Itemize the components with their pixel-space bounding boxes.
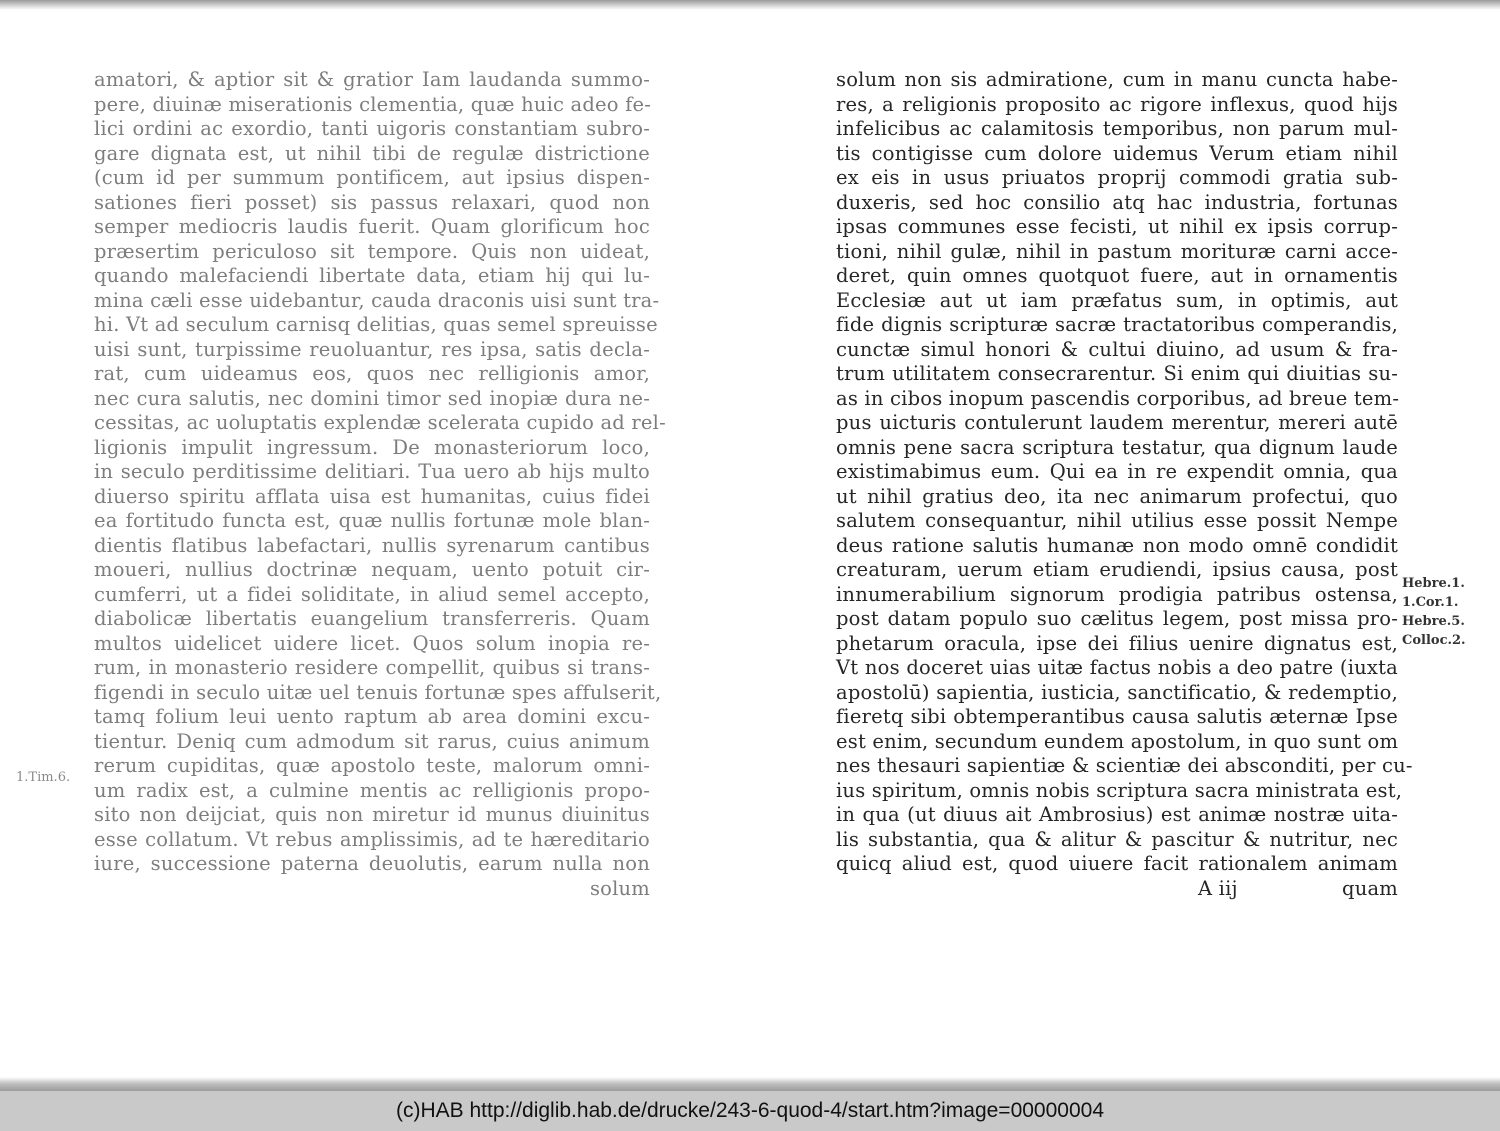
text-line: hi. Vt ad seculum carnisq delitias, quas semel spreuisse: [94, 313, 658, 336]
text-line: ipsas communes esse fecisti, ut nihil ex ipsis corrup-: [836, 215, 1398, 238]
text-line: apostolū) sapientia, iusticia, sanctificatio, & redemptio,: [836, 680, 1398, 704]
text-line: post datam populo suo cælitus legem, post missa pro-: [836, 607, 1398, 630]
text-line: in seculo perditissime delitiari. Tua uero ab hijs multo: [94, 460, 650, 483]
text-line: diabolicæ libertatis euangelium transferreris. Quam: [94, 607, 650, 630]
text-line: cumferri, ut a fidei soliditate, in aliud semel accepto,: [94, 582, 650, 606]
text-line: nes thesauri sapientiæ & scientiæ dei absconditi, per cu-: [836, 754, 1413, 777]
text-line: tamq folium leui uento raptum ab area domini excu-: [94, 705, 650, 728]
text-line: tioni, nihil gulæ, nihil in pastum morituræ carni acce-: [836, 239, 1398, 263]
text-line: cessitas, ac uoluptatis explendæ scelerata cupido ad rel-: [94, 411, 666, 434]
text-line: trum utilitatem consecrarentur. Si enim qui diuitias su-: [836, 362, 1398, 385]
text-line: Ecclesiæ aut ut iam præfatus sum, in optimis, aut: [836, 288, 1398, 312]
signature-mark: A iij: [1198, 876, 1238, 900]
text-line: gare dignata est, ut nihil tibi de regulæ districtione: [94, 141, 650, 165]
text-line: uisi sunt, turpissime reuoluantur, res ipsa, satis decla-: [94, 337, 650, 361]
text-line: creaturam, uerum etiam erudiendi, ipsius causa, post: [836, 558, 1398, 581]
text-line: tientur. Deniq cum admodum sit rarus, cuius animum: [94, 729, 650, 753]
text-line: quicq aliud est, quod uiuere facit rationalem animam: [836, 852, 1398, 875]
catchword: quam: [1342, 876, 1398, 900]
text-line: fide dignis scripturæ sacræ tractatoribus comperandis,: [836, 313, 1398, 336]
left-margin-note: 1.Tim.6.: [16, 770, 71, 785]
footer-credit-text: (c)HAB http://diglib.hab.de/drucke/243-6-quod-4/start.htm?image=00000004: [395, 1099, 1104, 1122]
text-line: lici ordini ac exordio, tanti uigoris constantiam subro-: [94, 117, 650, 140]
text-line: ea fortitudo functa est, quæ nullis fortunæ mole blan-: [94, 509, 650, 532]
text-line: præsertim periculoso sit tempore. Quis non uideat,: [94, 239, 650, 263]
text-line: fieretq sibi obtemperantibus causa salutis æternæ Ipse: [836, 705, 1398, 728]
text-line: salutem consequantur, nihil utilius esse possit Nempe: [836, 509, 1398, 532]
text-line: phetarum oracula, ipse dei filius uenire dignatus est,: [836, 631, 1398, 655]
text-line: rat, cum uideamus eos, quos nec relligionis amor,: [94, 362, 650, 385]
text-line: quando malefaciendi libertate data, etiam hij qui lu-: [94, 264, 650, 287]
text-line: cunctæ simul honori & cultui diuino, ad usum & fra-: [836, 337, 1398, 361]
text-line: nec cura salutis, nec domini timor sed inopiæ dura ne-: [94, 386, 650, 410]
margin-note: Colloc.2.: [1402, 633, 1466, 648]
text-line: diuerso spiritu afflata uisa est humanitas, cuius fidei: [94, 484, 650, 508]
copyright-footer: [0, 1091, 1500, 1131]
right-margin-notes: [1402, 574, 1494, 650]
text-line: duxeris, sed hoc consilio atq hac industria, fortunas: [836, 190, 1398, 214]
text-line: iure, successione paterna deuolutis, earum nulla non: [94, 852, 650, 875]
text-line: rerum cupiditas, quæ apostolo teste, malorum omni-: [94, 754, 650, 777]
text-line: pere, diuinæ miserationis clementia, quæ huic adeo fe-: [94, 92, 652, 116]
text-line: deret, quin omnes quotquot fuere, aut in ornamentis: [836, 264, 1398, 287]
text-line: lis substantia, qua & alitur & pascitur & nutritur, nec: [836, 827, 1398, 851]
text-line: tis contigisse cum dolore uidemus Verum etiam nihil: [836, 141, 1398, 165]
text-line: moueri, nullius doctrinæ nequam, uento potuit cir-: [94, 558, 650, 581]
text-line: ut nihil gratius deo, ita nec animarum profectui, quo: [836, 484, 1398, 508]
scan-top-edge: [0, 0, 1500, 10]
text-line: ligionis impulit ingressum. De monasteriorum loco,: [94, 435, 650, 459]
left-page-text: [94, 68, 666, 901]
text-line: dientis flatibus labefactari, nullis syrenarum cantibus: [94, 533, 650, 557]
text-line: solum: [589, 876, 650, 900]
text-line: omnis pene sacra scriptura testatur, qua dignum laude: [836, 435, 1398, 459]
text-line: est enim, secundum eundem apostolum, in quo sunt om: [836, 729, 1399, 753]
margin-note: 1.Cor.1.: [1402, 595, 1459, 610]
text-line: res, a religionis proposito ac rigore inflexus, quod hijs: [836, 92, 1398, 116]
text-line: sito non deijciat, quis non miretur id munus diuinitus: [94, 803, 650, 826]
text-line: ex eis in usus priuatos proprij commodi gratia sub-: [836, 166, 1398, 189]
text-line: multos uidelicet uidere licet. Quos solum inopia re-: [94, 631, 650, 655]
text-line: existimabimus eum. Qui ea in re expendit omnia, qua: [836, 460, 1398, 483]
text-line: (cum id per summum pontificem, aut ipsius dispen-: [94, 166, 650, 189]
text-line: figendi in seculo uitæ uel tenuis fortunæ spes affulserit,: [94, 680, 662, 704]
signature-line: [836, 877, 1398, 902]
text-line: esse collatum. Vt rebus amplissimis, ad te hæreditario: [94, 827, 650, 851]
margin-note: Hebre.5.: [1402, 614, 1465, 629]
text-line: infelicibus ac calamitosis temporibus, non parum mul-: [836, 117, 1398, 140]
text-line: Vt nos doceret uias uitæ factus nobis a deo patre (iuxta: [836, 656, 1398, 679]
text-line: in qua (ut diuus ait Ambrosius) est animæ nostræ uita-: [836, 803, 1398, 826]
text-line: mina cæli esse uidebantur, cauda draconis uisi sunt tra-: [94, 288, 660, 312]
text-line: solum non sis admiratione, cum in manu cuncta habe-: [836, 68, 1398, 91]
text-line: amatori, & aptior sit & gratior Iam laudanda summo-: [94, 68, 650, 91]
text-line: semper mediocris laudis fuerit. Quam glorificum hoc: [94, 215, 650, 238]
scan-bottom-edge: [0, 1077, 1500, 1091]
text-line: as in cibos inopum pascendis corporibus, ad breue tem-: [836, 386, 1400, 410]
right-page-text: [836, 68, 1413, 901]
text-line: innumerabilium signorum prodigia patribus ostensa,: [836, 582, 1398, 606]
text-line: sationes fieri posset) sis passus relaxari, quod non: [94, 190, 650, 214]
text-line: ius spiritum, omnis nobis scriptura sacra ministrata est,: [836, 778, 1403, 802]
text-line: deus ratione salutis humanæ non modo omnē condidit: [836, 533, 1398, 557]
text-line: pus uicturis contulerunt laudem merentur, mereri autē: [836, 411, 1398, 434]
text-line: rum, in monasterio residere compellit, quibus si trans-: [94, 656, 650, 679]
margin-note: Hebre.1.: [1402, 576, 1465, 591]
text-line: um radix est, a culmine mentis ac relligionis propo-: [94, 778, 650, 802]
